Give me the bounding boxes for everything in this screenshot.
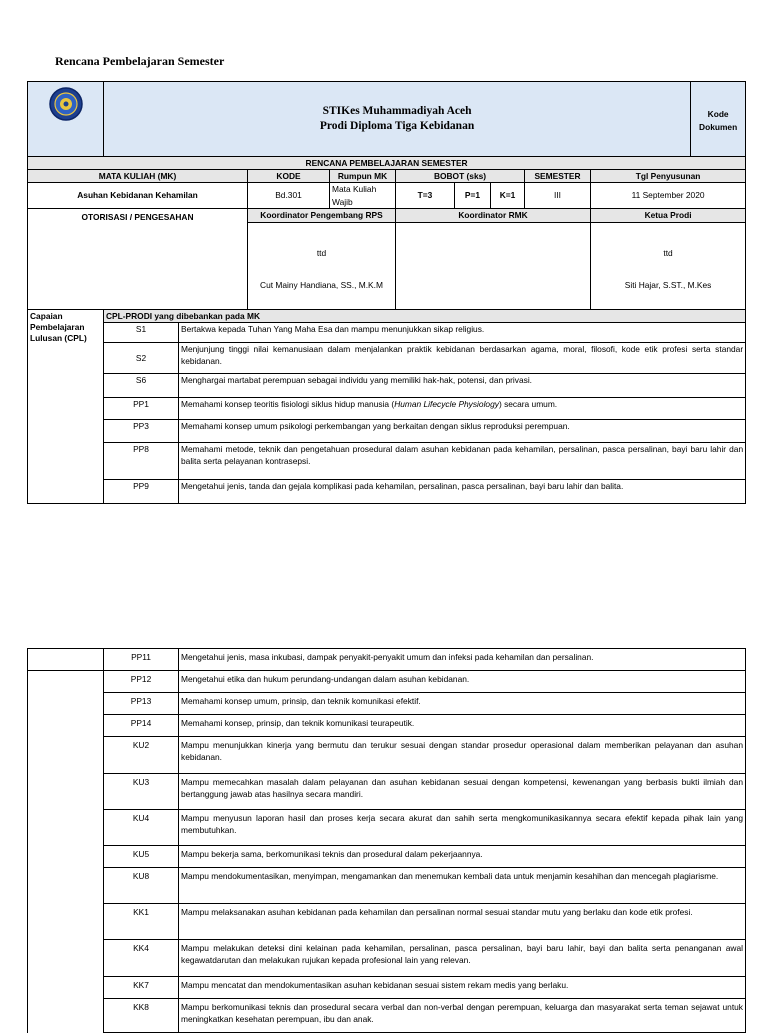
cpl-code: KK4 xyxy=(104,940,179,977)
course-rumpun: Mata Kuliah Wajib xyxy=(330,183,396,208)
kode-dokumen-label: Kode Dokumen xyxy=(691,82,746,157)
cpl-text: Mampu menunjukkan kinerja yang bermutu dan terukur sesuai dengan standar prosedur operasional dalam memberikan pelayanan dan asuhan kebidanan. xyxy=(179,737,746,774)
col-mata-kuliah: MATA KULIAH (MK) xyxy=(28,170,248,183)
cpl-text: Menjunjung tinggi nilai kemanusiaan dalam menjalankan praktik kebidanan berdasarkan agama, moral, filosofi, kode etik profesi serta standar kebidanan. xyxy=(179,342,746,373)
koordinator-rmk-label: Koordinator RMK xyxy=(396,208,591,222)
cpl-text: Bertakwa kepada Tuhan Yang Maha Esa dan mampu menunjukkan sikap religius. xyxy=(179,322,746,342)
cpl-row xyxy=(28,671,746,693)
bobot-k: K=1 xyxy=(491,183,525,208)
col-bobot: BOBOT (sks) xyxy=(396,170,525,183)
signature-rmk xyxy=(396,222,591,309)
cpl-text-pre: Memahami konsep teoritis fisiologi siklus hidup manusia ( xyxy=(181,398,395,409)
cpl-code: KU3 xyxy=(104,774,179,810)
col-kode: KODE xyxy=(248,170,330,183)
cpl-row xyxy=(28,977,746,999)
course-tgl: 11 September 2020 xyxy=(591,183,746,208)
course-name: Asuhan Kebidanan Kehamilan xyxy=(28,183,248,208)
cpl-code: PP1 xyxy=(104,397,179,419)
cpl-text: Mengetahui etika dan hukum perundang-undangan dalam asuhan kebidanan. xyxy=(179,671,746,693)
cpl-row xyxy=(28,397,746,419)
cpl-text: Mampu mencatat dan mendokumentasikan asuhan kebidanan sesuai sistem rekam medis yang berlaku. xyxy=(179,977,746,999)
cpl-text: Mampu melakukan deteksi dini kelainan pada kehamilan, persalinan, pasca persalinan, bayi baru lahir, bayi dan balita serta penanganan awal kegawatdarutan dan melakukan rujukan kepada profesional lain yang relevan. xyxy=(179,940,746,977)
ttd-kaprodi: ttd xyxy=(663,247,673,258)
institution-header xyxy=(104,82,691,157)
empty-label-cell xyxy=(28,649,104,671)
cpl-code: KU8 xyxy=(104,868,179,904)
cpl-code: PP8 xyxy=(104,442,179,479)
cpl-text: Memahami konsep, prinsip, dan teknik komunikasi teurapeutik. xyxy=(179,715,746,737)
cpl-code: KK7 xyxy=(104,977,179,999)
cpl-text: Mampu memecahkan masalah dalam pelayanan dan asuhan kebidanan sesuai dengan kompetensi, kewenangan yang berbasis bukti ilmiah dan bertanggung jawab atas hasilnya secara mandiri. xyxy=(179,774,746,810)
cpl-code: PP9 xyxy=(104,479,179,503)
course-kode: Bd.301 xyxy=(248,183,330,208)
cpl-code: PP11 xyxy=(104,649,179,671)
cpl-text: Mampu melaksanakan asuhan kebidanan pada kehamilan dan persalinan normal sesuai standar mutu yang berlaku dan kode etik profesi. xyxy=(179,904,746,940)
institution-logo-icon xyxy=(48,86,84,122)
course-semester: III xyxy=(525,183,591,208)
cpl-code: KU4 xyxy=(104,810,179,846)
cpl-code: KK1 xyxy=(104,904,179,940)
cpl-text: Mampu bekerja sama, berkomunikasi teknis dan prosedural dalam pekerjaannya. xyxy=(179,846,746,868)
cpl-row xyxy=(28,373,746,397)
cpl-code: PP3 xyxy=(104,419,179,442)
cpl-code: KU5 xyxy=(104,846,179,868)
rps-title: RENCANA PEMBELAJARAN SEMESTER xyxy=(28,157,746,170)
cpl-text: Mampu berkomunikasi teknis dan prosedural secara verbal dan non-verbal dengan perempuan, keluarga dan masyarakat serta teman sejawat untuk meningkatkan kesehatan perempuan, ibu dan anak. xyxy=(179,999,746,1033)
signature-kaprodi xyxy=(591,222,746,309)
koordinator-rps-label: Koordinator Pengembang RPS xyxy=(248,208,396,222)
cpl-row xyxy=(28,846,746,868)
signature-rps xyxy=(248,222,396,309)
cpl-text-post: ) secara umum. xyxy=(498,398,558,409)
cpl-text: Memahami konsep umum, prinsip, dan teknik komunikasi efektif. xyxy=(179,693,746,715)
cpl-row xyxy=(28,442,746,479)
cpl-code: KU2 xyxy=(104,737,179,774)
cpl-row xyxy=(28,693,746,715)
cpl-row xyxy=(28,322,746,342)
cpl-heading: CPL-PRODI yang dibebankan pada MK xyxy=(104,309,746,322)
cpl-text: Memahami konsep umum psikologi perkembangan yang berkaitan dengan siklus reproduksi perempuan. xyxy=(179,419,746,442)
cpl-code: KK8 xyxy=(104,999,179,1033)
cpl-row xyxy=(28,479,746,503)
name-kaprodi: Siti Hajar, S.ST., M.Kes xyxy=(624,279,712,290)
cpl-row xyxy=(28,649,746,671)
bobot-p: P=1 xyxy=(455,183,491,208)
cpl-text: Menghargai martabat perempuan sebagai individu yang memiliki hak-hak, potensi, dan privasi. xyxy=(179,373,746,397)
ketua-prodi-label: Ketua Prodi xyxy=(591,208,746,222)
cpl-row xyxy=(28,774,746,810)
cpl-code: S1 xyxy=(104,322,179,342)
col-tgl: Tgl Penyusunan xyxy=(591,170,746,183)
cpl-text: Memahami metode, teknik dan pengetahuan prosedural dalam asuhan kebidanan pada kehamilan, persalinan, pasca persalinan, bayi baru lahir dan balita serta pelayanan kontrasepsi. xyxy=(179,442,746,479)
name-rps: Cut Mainy Handiana, SS., M.K.M xyxy=(260,279,383,290)
otorisasi-label: OTORISASI / PENGESAHAN xyxy=(28,208,248,309)
cpl-text: Mampu menyusun laporan hasil dan proses kerja secara akurat dan sahih serta mengkomunikasikannya secara efektif kepada pihak lain yang membutuhkan. xyxy=(179,810,746,846)
cpl-text: Mampu mendokumentasikan, menyimpan, mengamankan dan menemukan kembali data untuk menjamin kesahihan dan mencegah plagiarisme. xyxy=(179,868,746,904)
empty-label-cell xyxy=(28,671,104,1033)
cpl-row xyxy=(28,342,746,373)
cpl-row xyxy=(28,999,746,1033)
cpl-text: Mengetahui jenis, tanda dan gejala komplikasi pada kehamilan, persalinan, pasca persalinan, bayi baru lahir dan balita. xyxy=(179,479,746,503)
cpl-text-italic: Human Lifecycle Physiology xyxy=(394,398,499,409)
cpl-continued-table xyxy=(27,648,746,1033)
logo-cell xyxy=(28,82,104,157)
bobot-t: T=3 xyxy=(396,183,455,208)
cpl-row xyxy=(28,810,746,846)
ttd-rps: ttd xyxy=(316,247,327,258)
rps-header-table xyxy=(27,81,746,504)
cpl-code: PP12 xyxy=(104,671,179,693)
cpl-code: PP14 xyxy=(104,715,179,737)
cpl-text: Mengetahui jenis, masa inkubasi, dampak penyakit-penyakit umum dan infeksi pada kehamilan dan persalinan. xyxy=(179,649,746,671)
cpl-row xyxy=(28,715,746,737)
cpl-text xyxy=(179,397,746,419)
col-semester: SEMESTER xyxy=(525,170,591,183)
cpl-row xyxy=(28,737,746,774)
cpl-row xyxy=(28,868,746,904)
cpl-label: Capaian Pembelajaran Lulusan (CPL) xyxy=(28,309,104,503)
cpl-row xyxy=(28,904,746,940)
document-title: Rencana Pembelajaran Semester xyxy=(55,54,225,68)
cpl-code: S6 xyxy=(104,373,179,397)
col-rumpun: Rumpun MK xyxy=(330,170,396,183)
program-name: Prodi Diploma Tiga Kebidanan xyxy=(319,120,475,132)
cpl-code: S2 xyxy=(104,342,179,373)
cpl-code: PP13 xyxy=(104,693,179,715)
cpl-row xyxy=(28,419,746,442)
cpl-row xyxy=(28,940,746,977)
institution-name: STIKes Muhammadiyah Aceh xyxy=(322,105,472,118)
